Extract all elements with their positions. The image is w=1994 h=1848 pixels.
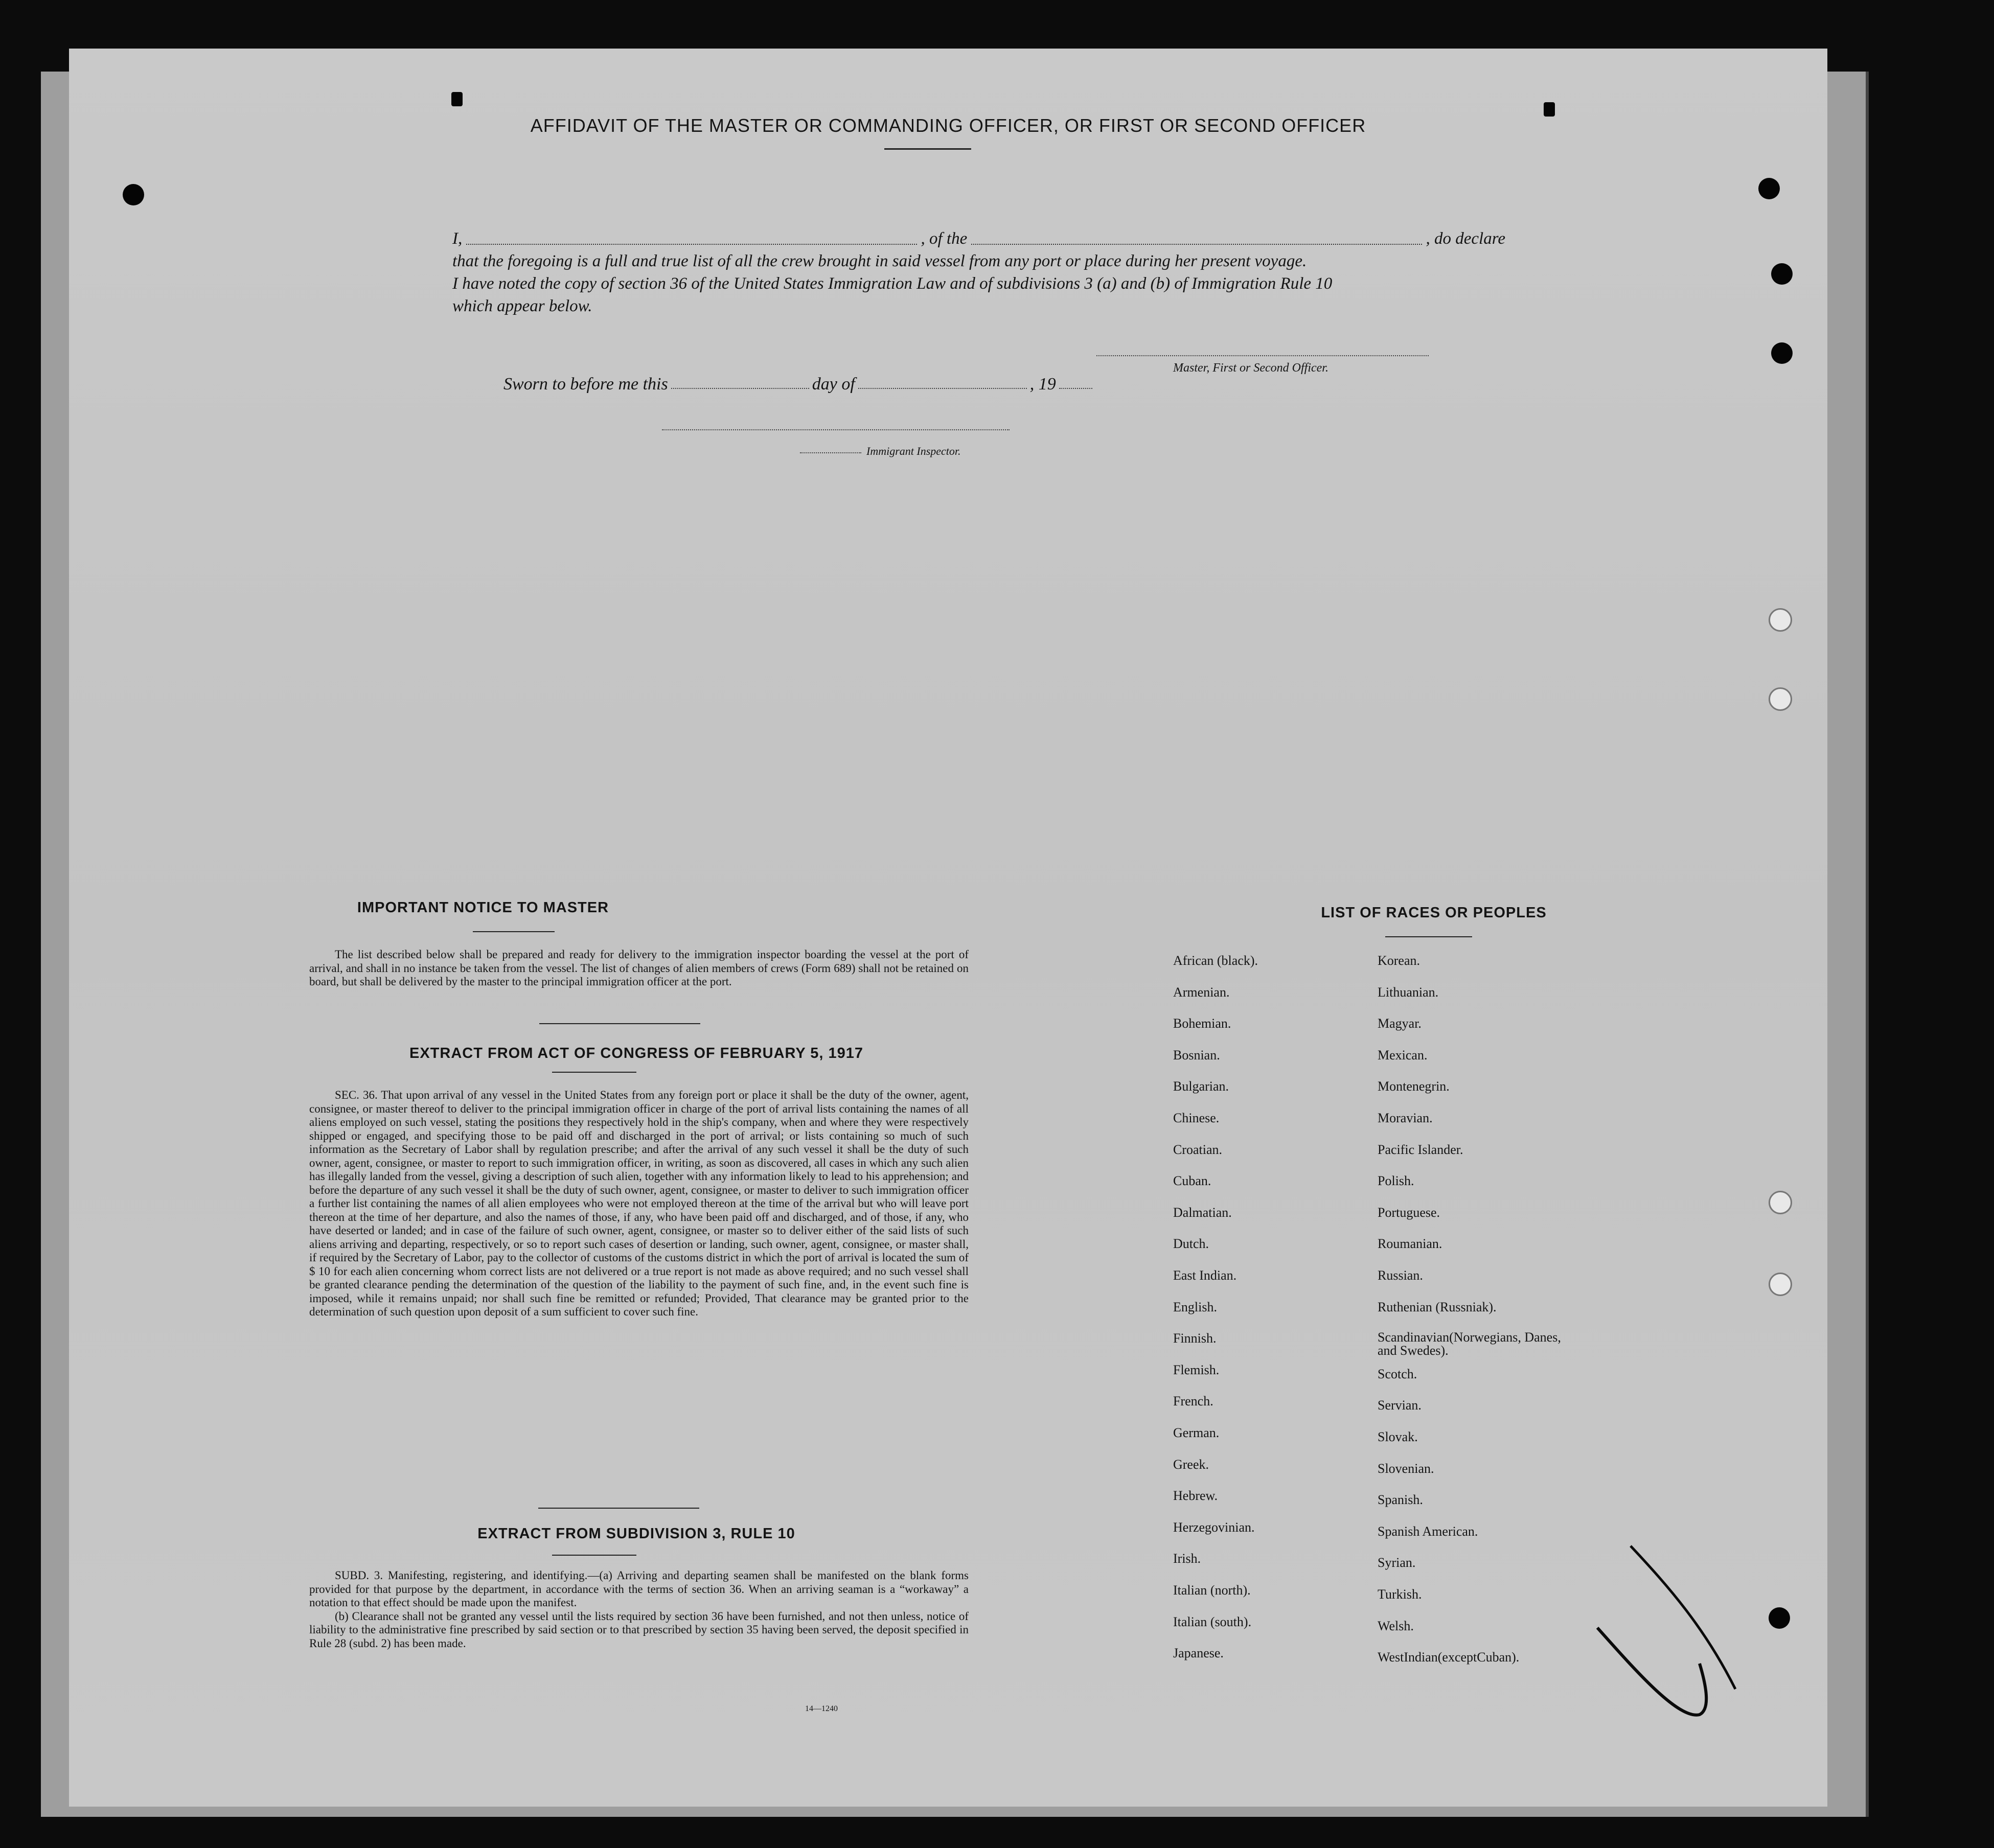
form-number: 14—1240 <box>805 1704 838 1713</box>
race-item: Bohemian. <box>1173 1016 1231 1031</box>
of-the-text: , of the <box>921 229 968 248</box>
race-item: Bosnian. <box>1173 1048 1220 1062</box>
race-item: Italian (south). <box>1173 1614 1252 1629</box>
race-item: Pacific Islander. <box>1378 1142 1463 1157</box>
document-page <box>69 49 1827 1807</box>
race-item: Finnish. <box>1173 1331 1217 1346</box>
subdivision-a-paragraph: SUBD. 3. Manifesting, registering, and identifying.—(a) Arriving and departing seamen shall be manifested on the blank forms provided for that purpose by the department, in accordance with the terms of section 36. When an arriving seaman is a “workaway” a notation to that effect should be made upon the manifest. <box>309 1569 969 1609</box>
race-item: Chinese. <box>1173 1111 1220 1125</box>
race-item: Turkish. <box>1378 1587 1422 1602</box>
race-item: Ruthenian (Russniak). <box>1378 1300 1497 1314</box>
race-item: Greek. <box>1173 1457 1209 1472</box>
section-36-paragraph: SEC. 36. That upon arrival of any vessel in the United States from any foreign port or place it shall be the duty of the owner, agent, consignee, or master thereof to deliver to the principal immigration officer in charge of the port of arrival lists containing the names of all aliens employed on such vessel, stating the positions they respectively hold in the ship's company, when and where they were respectively shipped or engaged, and specifying those to be paid off and discharged in the port of arrival; or lists containing so much of such information as the Secretary of Labor shall by regulation prescribe; and after the arrival of any such vessel it shall be the duty of such owner, agent, consignee, or master to report to such immigration officer, in writing, as soon as discovered, all cases in which any such alien has illegally landed from the vessel, giving a description of such alien, together with any information likely to lead to his apprehension; and before the departure of any such vessel it shall be the duty of such owner, agent, consignee, or master to deliver to such immigration officer a further list containing the names of all alien employees who were not employed thereon at the time of the arrival but who will leave port thereon at the time of her departure, and also the names of those, if any, who have been paid off and discharged, and of those, if any, who have deserted or landed; and in case of the failure of such owner, agent, consignee, or master so to deliver either of the said lists of such aliens arriving and departing, respectively, or so to report such cases of desertion or landing, such owner, agent, consignee, or master shall, if required by the Secretary of Labor, pay to the collector of customs of the customs district in which the port of arrival is located the sum of $ 10 for each alien concerning whom correct lists are not delivered or a true report is not made as above required; and no such vessel shall be granted clearance pending the determination of the question of the liability to the payment of such fine, and, in the event such fine is imposed, while it remains unpaid; nor shall such fine be remitted or refunded; Provided, That clearance may be granted prior to the determination of such question upon deposit of a sum sufficient to cover such fine. <box>309 1089 969 1318</box>
race-item: Italian (north). <box>1173 1583 1251 1598</box>
signature-line <box>1096 355 1429 356</box>
pin-mark <box>451 92 463 106</box>
race-item: Flemish. <box>1173 1362 1220 1377</box>
race-item: Armenian. <box>1173 985 1230 1000</box>
binder-hole <box>1769 687 1792 711</box>
race-item: Croatian. <box>1173 1142 1223 1157</box>
binder-hole <box>1769 1273 1792 1296</box>
races-divider <box>1385 936 1472 937</box>
race-item: Herzegovinian. <box>1173 1520 1255 1535</box>
pin-mark <box>1544 102 1555 117</box>
races-title: LIST OF RACES OR PEOPLES <box>1321 905 1547 921</box>
binder-hole <box>123 184 144 205</box>
signature-label: Master, First or Second Officer. <box>1173 361 1328 375</box>
subdivision-b-paragraph: (b) Clearance shall not be granted any vessel until the lists required by section 36 have been furnished, and not then unless, notice of liability to the administrative fine prescribed by said section or to that prescribed by section 35 having been served, the deposit specified in Rule 28 (subd. 2) has been made. <box>309 1609 969 1650</box>
notice-title: IMPORTANT NOTICE TO MASTER <box>357 899 609 916</box>
rule-extract-title: EXTRACT FROM SUBDIVISION 3, RULE 10 <box>477 1526 795 1542</box>
sworn-line <box>503 375 1095 394</box>
race-item: Lithuanian. <box>1378 985 1439 1000</box>
race-item: Polish. <box>1378 1173 1414 1188</box>
declaration-line-1 <box>452 227 1505 250</box>
race-item: Syrian. <box>1378 1555 1416 1570</box>
race-item: Mexican. <box>1378 1048 1428 1062</box>
race-item: East Indian. <box>1173 1268 1237 1283</box>
act-end-divider <box>538 1508 699 1509</box>
race-item: Hebrew. <box>1173 1488 1218 1503</box>
race-item: Servian. <box>1378 1398 1422 1413</box>
race-item: Japanese. <box>1173 1646 1224 1660</box>
inspector-dash <box>800 452 861 453</box>
act-divider <box>552 1072 636 1073</box>
act-extract-title: EXTRACT FROM ACT OF CONGRESS OF FEBRUARY 5, 1917 <box>409 1045 864 1061</box>
notice-end-divider <box>539 1023 700 1024</box>
notice-paragraph: The list described below shall be prepared and ready for delivery to the immigration inspector boarding the vessel at the port of arrival, and shall in no instance be taken from the vessel. The list of changes of alien members of crews (Form 689) shall not be retained on board, but shall be delivered by the master to the principal immigration officer at the port. <box>309 948 969 988</box>
vessel-blank <box>971 227 1422 245</box>
notice-divider <box>473 931 555 932</box>
race-item: Spanish American. <box>1378 1524 1478 1539</box>
race-item: Dalmatian. <box>1173 1205 1232 1220</box>
sworn-text: Sworn to before me this <box>503 375 668 394</box>
declaration-line-3: I have noted the copy of section 36 of the United States Immigration Law and of subdivisions 3 (a) and (b) of Immigration Rule 10 <box>452 274 1333 293</box>
race-item: Russian. <box>1378 1268 1423 1283</box>
handwritten-check-mark <box>1577 1536 1781 1730</box>
race-item: Slovenian. <box>1378 1461 1434 1476</box>
binder-hole <box>1758 178 1780 199</box>
race-item: Montenegrin. <box>1378 1079 1450 1094</box>
race-item: Irish. <box>1173 1551 1201 1566</box>
race-item: Spanish. <box>1378 1492 1423 1507</box>
binder-hole <box>1769 608 1792 632</box>
inspector-label: Immigrant Inspector. <box>866 445 961 457</box>
race-item: Magyar. <box>1378 1016 1422 1031</box>
binder-hole <box>1769 1191 1792 1214</box>
notice-text <box>309 948 969 989</box>
act-extract-text <box>309 1089 969 1319</box>
affidavit-declaration <box>452 227 1505 317</box>
race-item: German. <box>1173 1425 1220 1440</box>
rule-extract-text <box>309 1569 969 1650</box>
day-blank <box>671 388 809 389</box>
race-item: Dutch. <box>1173 1236 1209 1251</box>
race-item: Welsh. <box>1378 1619 1414 1633</box>
race-item: WestIndian(exceptCuban). <box>1378 1650 1520 1665</box>
race-item: Korean. <box>1378 953 1420 968</box>
declaration-line-4: which appear below. <box>452 297 592 315</box>
race-item: French. <box>1173 1394 1213 1408</box>
race-item: English. <box>1173 1300 1217 1314</box>
race-item: Cuban. <box>1173 1173 1211 1188</box>
rule-divider <box>552 1555 636 1556</box>
year-prefix: , 19 <box>1029 375 1056 394</box>
declaration-line-2: that the foregoing is a full and true list of all the crew brought in said vessel from any port or place during her present voyage. <box>452 252 1307 270</box>
month-blank <box>858 388 1027 389</box>
race-item: Slovak. <box>1378 1429 1418 1444</box>
race-item: Bulgarian. <box>1173 1079 1229 1094</box>
race-item: Portuguese. <box>1378 1205 1440 1220</box>
race-item: Scandinavian(Norwegians, Danes, and Swedes). <box>1378 1330 1561 1358</box>
race-item: African (black). <box>1173 953 1258 968</box>
race-item: Moravian. <box>1378 1111 1433 1125</box>
binder-hole <box>1771 342 1793 364</box>
day-of-text: day of <box>812 375 855 394</box>
name-blank <box>466 227 916 245</box>
race-item: Roumanian. <box>1378 1236 1442 1251</box>
inspector-signature-line <box>662 429 1010 430</box>
declarant-prefix: I, <box>452 229 463 248</box>
race-item: Scotch. <box>1378 1367 1417 1381</box>
year-blank <box>1059 388 1092 389</box>
title-divider <box>884 148 971 150</box>
declare-text: , do declare <box>1426 229 1505 248</box>
affidavit-title: AFFIDAVIT OF THE MASTER OR COMMANDING OFFICER, OR FIRST OR SECOND OFFICER <box>530 115 1366 136</box>
binder-hole <box>1771 263 1793 285</box>
